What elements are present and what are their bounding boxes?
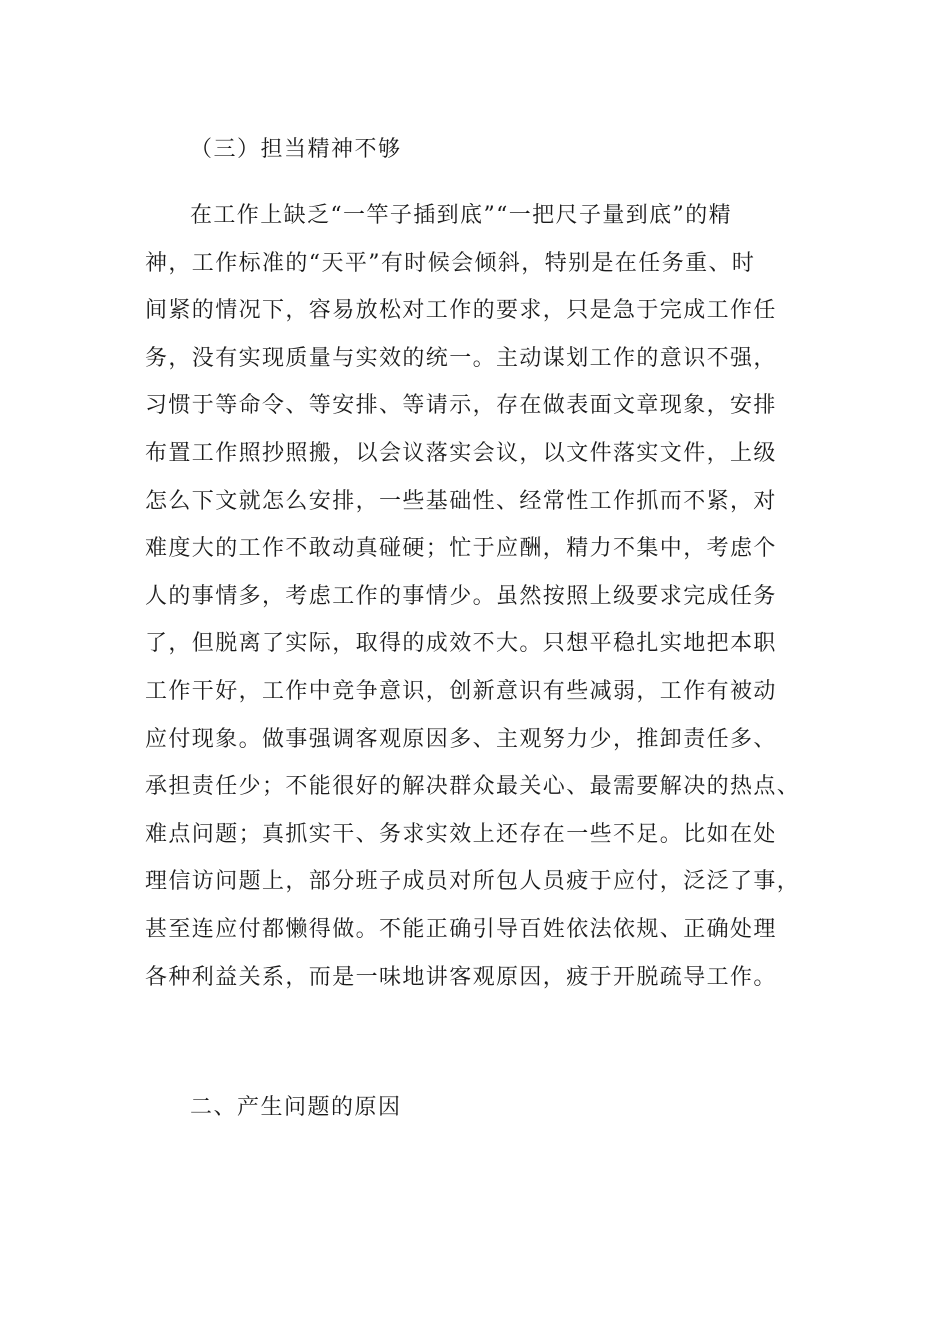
subheading: （三）担当精神不够 (190, 137, 402, 162)
paragraph-line: 理信访问题上，部分班子成员对所包人员疲于应付，泛泛了事， (145, 869, 801, 895)
paragraph-line: 各种利益关系，而是一味地讲客观原因，疲于开脱疏导工作。 (145, 964, 777, 990)
paragraph-line: 工作干好，工作中竞争意识，创新意识有些减弱，工作有被动 (145, 678, 777, 704)
paragraph-line: 间紧的情况下，容易放松对工作的要求，只是急于完成工作任 (145, 298, 777, 324)
paragraph-line: 人的事情多，考虑工作的事情少。虽然按照上级要求完成任务 (145, 583, 777, 609)
paragraph-line: 务，没有实现质量与实效的统一。主动谋划工作的意识不强， (145, 345, 777, 371)
paragraph-line: 承担责任少；不能很好的解决群众最关心、最需要解决的热点、 (145, 774, 801, 800)
paragraph-line: 布置工作照抄照搬，以会议落实会议，以文件落实文件，上级 (145, 440, 777, 466)
paragraph-line: 难点问题；真抓实干、务求实效上还存在一些不足。比如在处 (145, 821, 777, 847)
paragraph-line: 神，工作标准的“天平”有时候会倾斜，特别是在任务重、时 (145, 250, 756, 276)
paragraph-line: 应付现象。做事强调客观原因多、主观努力少，推卸责任多、 (145, 726, 777, 752)
section-heading: 二、产生问题的原因 (190, 1095, 402, 1120)
paragraph-line: 甚至连应付都懒得做。不能正确引导百姓依法依规、正确处理 (145, 916, 777, 942)
paragraph-line: 难度大的工作不敢动真碰硬；忙于应酬，精力不集中，考虑个 (145, 536, 777, 562)
body-paragraph (145, 199, 805, 1008)
paragraph-line: 怎么下文就怎么安排，一些基础性、经常性工作抓而不紧，对 (145, 488, 777, 514)
paragraph-line: 了，但脱离了实际，取得的成效不大。只想平稳扎实地把本职 (145, 631, 777, 657)
paragraph-line: 在工作上缺乏“一竿子插到底”“一把尺子量到底”的精 (190, 203, 732, 228)
paragraph-line: 习惯于等命令、等安排、等请示，存在做表面文章现象，安排 (145, 393, 777, 419)
